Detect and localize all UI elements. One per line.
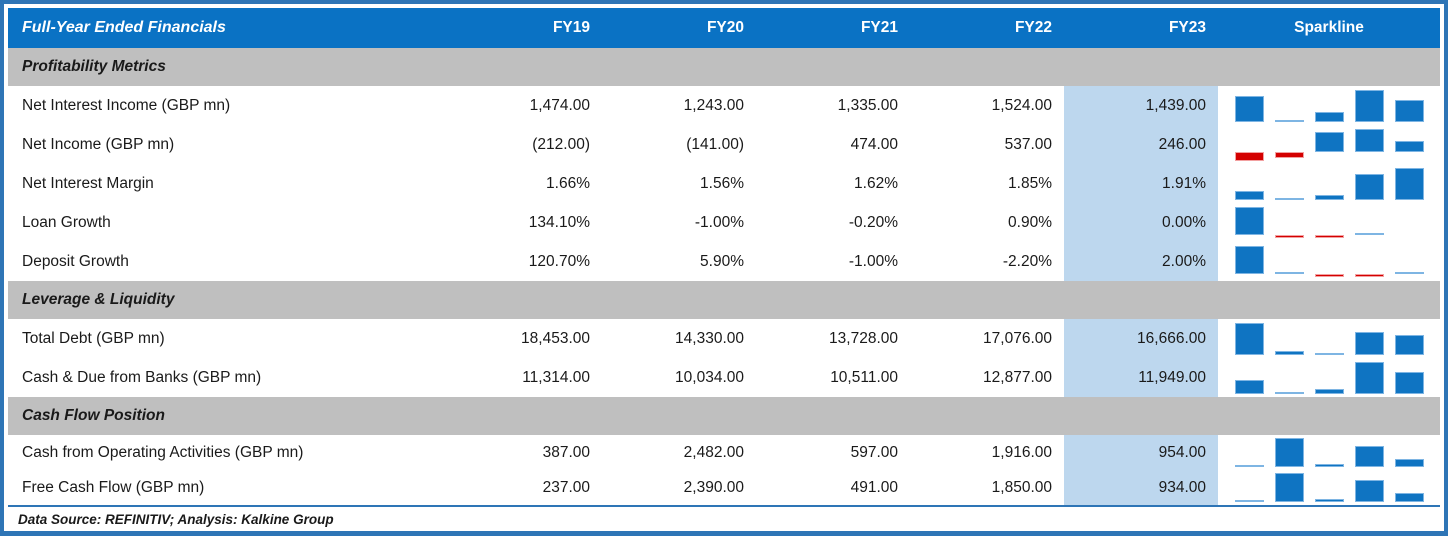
sparkline-bar (1275, 235, 1304, 238)
sparkline-bar (1235, 96, 1264, 122)
row-label: Net Income (GBP mn) (22, 135, 175, 153)
value-cell-fy19: 387.00 (542, 443, 590, 461)
sparkline (1235, 246, 1424, 278)
sparkline-bar (1355, 274, 1384, 277)
table-title: Full-Year Ended Financials (22, 19, 226, 36)
row-label: Loan Growth (22, 213, 111, 231)
sparkline-bar (1275, 438, 1304, 467)
value-cell-fy21: 597.00 (850, 443, 898, 461)
value-cell-fy22: -2.20% (1002, 252, 1052, 270)
sparkline-bar (1235, 380, 1264, 394)
sparkline-bar (1275, 351, 1304, 355)
value-cell-fy21: 10,511.00 (830, 368, 898, 386)
table-row (8, 125, 1440, 164)
value-cell-fy22: 0.90% (1008, 213, 1052, 231)
section-title: Profitability Metrics (22, 58, 166, 75)
value-cell-fy19: 237.00 (542, 478, 590, 496)
sparkline (1235, 90, 1424, 122)
value-cell-fy19: 1.66% (546, 174, 590, 192)
value-cell-fy21: -1.00% (848, 252, 898, 270)
sparkline-bar (1315, 353, 1344, 356)
value-cell-fy20: 2,390.00 (683, 478, 744, 496)
value-cell-fy19: 1,474.00 (529, 96, 590, 114)
sparkline-cell (1218, 86, 1440, 125)
sparkline-bar (1395, 459, 1424, 467)
row-label: Free Cash Flow (GBP mn) (22, 478, 205, 496)
table-row (8, 358, 1440, 397)
value-cell-fy20: 1.56% (700, 174, 744, 192)
value-cell-fy20: 14,330.00 (675, 329, 744, 347)
sparkline-bar (1355, 129, 1384, 152)
table-header-row (8, 8, 1440, 48)
sparkline-bar (1275, 120, 1304, 123)
sparkline-bar (1315, 112, 1344, 122)
sparkline-bar (1315, 499, 1344, 502)
row-label: Cash & Due from Banks (GBP mn) (22, 368, 262, 386)
sparkline-bar (1275, 198, 1304, 201)
sparkline (1235, 473, 1424, 502)
sparkline-bar (1315, 389, 1344, 394)
value-cell-fy19: 11,314.00 (522, 368, 590, 386)
sparkline-bar (1315, 132, 1344, 152)
sparkline-bar (1275, 272, 1304, 275)
sparkline-bar (1355, 480, 1384, 502)
sparkline-bar (1355, 174, 1384, 201)
sparkline-bar (1395, 141, 1424, 152)
sparkline-bar (1235, 465, 1264, 468)
sparkline-bar (1275, 392, 1304, 395)
value-cell-fy22: 1,916.00 (991, 443, 1052, 461)
value-cell-fy23: 2.00% (1064, 242, 1218, 281)
value-cell-fy21: 1.62% (854, 174, 898, 192)
sparkline-cell (1218, 125, 1440, 164)
value-cell-fy23: 934.00 (1064, 470, 1218, 505)
sparkline-bar (1355, 90, 1384, 122)
table-row (8, 470, 1440, 505)
sparkline-bar (1315, 235, 1344, 238)
table-row (8, 435, 1440, 470)
sparkline-bar (1355, 362, 1384, 394)
value-cell-fy23: 1.91% (1064, 164, 1218, 203)
sparkline-bar (1315, 464, 1344, 467)
sparkline-bar (1235, 207, 1264, 235)
value-cell-fy22: 17,076.00 (983, 329, 1052, 347)
table-row (8, 242, 1440, 281)
sparkline-cell (1218, 358, 1440, 397)
column-header-fy21: FY21 (860, 19, 898, 36)
sparkline-bar (1235, 191, 1264, 200)
row-label: Net Interest Income (GBP mn) (22, 96, 231, 114)
value-cell-fy20: 5.90% (700, 252, 744, 270)
sparkline (1235, 207, 1424, 239)
sparkline-column-header: Sparkline (1294, 19, 1364, 36)
table-row (8, 164, 1440, 203)
sparkline-bar (1395, 272, 1424, 275)
sparkline (1235, 438, 1424, 467)
sparkline-bar (1355, 233, 1384, 236)
value-cell-fy22: 12,877.00 (983, 368, 1052, 386)
value-cell-fy23: 11,949.00 (1064, 358, 1218, 397)
section-header (8, 281, 1440, 319)
row-label: Net Interest Margin (22, 174, 154, 192)
sparkline-bar (1275, 473, 1304, 502)
value-cell-fy23: 954.00 (1064, 435, 1218, 470)
sparkline-bar (1355, 332, 1384, 355)
value-cell-fy19: (212.00) (532, 135, 590, 153)
sparkline-bar (1235, 152, 1264, 161)
section-title: Cash Flow Position (22, 407, 165, 424)
table-row (8, 203, 1440, 242)
value-cell-fy21: 474.00 (850, 135, 898, 153)
sparkline (1235, 129, 1424, 161)
sparkline-bar (1395, 168, 1424, 200)
sparkline-bar (1395, 372, 1424, 394)
sparkline-cell (1218, 203, 1440, 242)
column-header-fy20: FY20 (706, 19, 744, 36)
value-cell-fy22: 1,850.00 (991, 478, 1052, 496)
sparkline-bar (1395, 100, 1424, 122)
value-cell-fy22: 1,524.00 (991, 96, 1052, 114)
sparkline-bar (1235, 246, 1264, 274)
data-source-note: Data Source: REFINITIV; Analysis: Kalkine Group (18, 511, 334, 527)
sparkline-cell (1218, 435, 1440, 470)
sparkline-cell (1218, 242, 1440, 281)
section-header (8, 397, 1440, 435)
sparkline-cell (1218, 470, 1440, 505)
value-cell-fy23: 0.00% (1064, 203, 1218, 242)
sparkline-bar (1395, 335, 1424, 355)
value-cell-fy23: 1,439.00 (1064, 86, 1218, 125)
column-header-fy19: FY19 (552, 19, 590, 36)
value-cell-fy23: 16,666.00 (1064, 319, 1218, 358)
value-cell-fy21: 13,728.00 (829, 329, 898, 347)
value-cell-fy19: 134.10% (528, 213, 590, 231)
value-cell-fy22: 1.85% (1008, 174, 1052, 192)
sparkline-bar (1235, 500, 1264, 503)
sparkline-bar (1275, 152, 1304, 158)
value-cell-fy22: 537.00 (1004, 135, 1052, 153)
column-header-fy23: FY23 (1168, 19, 1206, 36)
sparkline-bar (1235, 323, 1264, 355)
sparkline-cell (1218, 164, 1440, 203)
column-header-fy22: FY22 (1014, 19, 1052, 36)
row-label: Deposit Growth (22, 252, 129, 270)
sparkline-bar (1395, 493, 1424, 502)
value-cell-fy20: 1,243.00 (683, 96, 744, 114)
value-cell-fy20: 2,482.00 (683, 443, 744, 461)
value-cell-fy23: 246.00 (1064, 125, 1218, 164)
row-label: Total Debt (GBP mn) (22, 329, 165, 347)
section-title: Leverage & Liquidity (22, 291, 175, 308)
row-label: Cash from Operating Activities (GBP mn) (22, 443, 304, 461)
sparkline (1235, 168, 1424, 200)
sparkline (1235, 362, 1424, 394)
sparkline-bar (1315, 274, 1344, 277)
sparkline-bar (1315, 195, 1344, 200)
section-header (8, 48, 1440, 86)
value-cell-fy21: 491.00 (850, 478, 898, 496)
table-body (8, 48, 1440, 505)
value-cell-fy20: 10,034.00 (675, 368, 744, 386)
table-row (8, 86, 1440, 125)
value-cell-fy21: 1,335.00 (837, 96, 898, 114)
value-cell-fy19: 18,453.00 (521, 329, 590, 347)
value-cell-fy20: (141.00) (686, 135, 744, 153)
table-row (8, 319, 1440, 358)
sparkline-cell (1218, 319, 1440, 358)
sparkline (1235, 323, 1424, 355)
sparkline-bar (1355, 446, 1384, 467)
footer-row (8, 507, 1440, 531)
value-cell-fy19: 120.70% (528, 252, 590, 270)
value-cell-fy21: -0.20% (848, 213, 898, 231)
value-cell-fy20: -1.00% (694, 213, 744, 231)
